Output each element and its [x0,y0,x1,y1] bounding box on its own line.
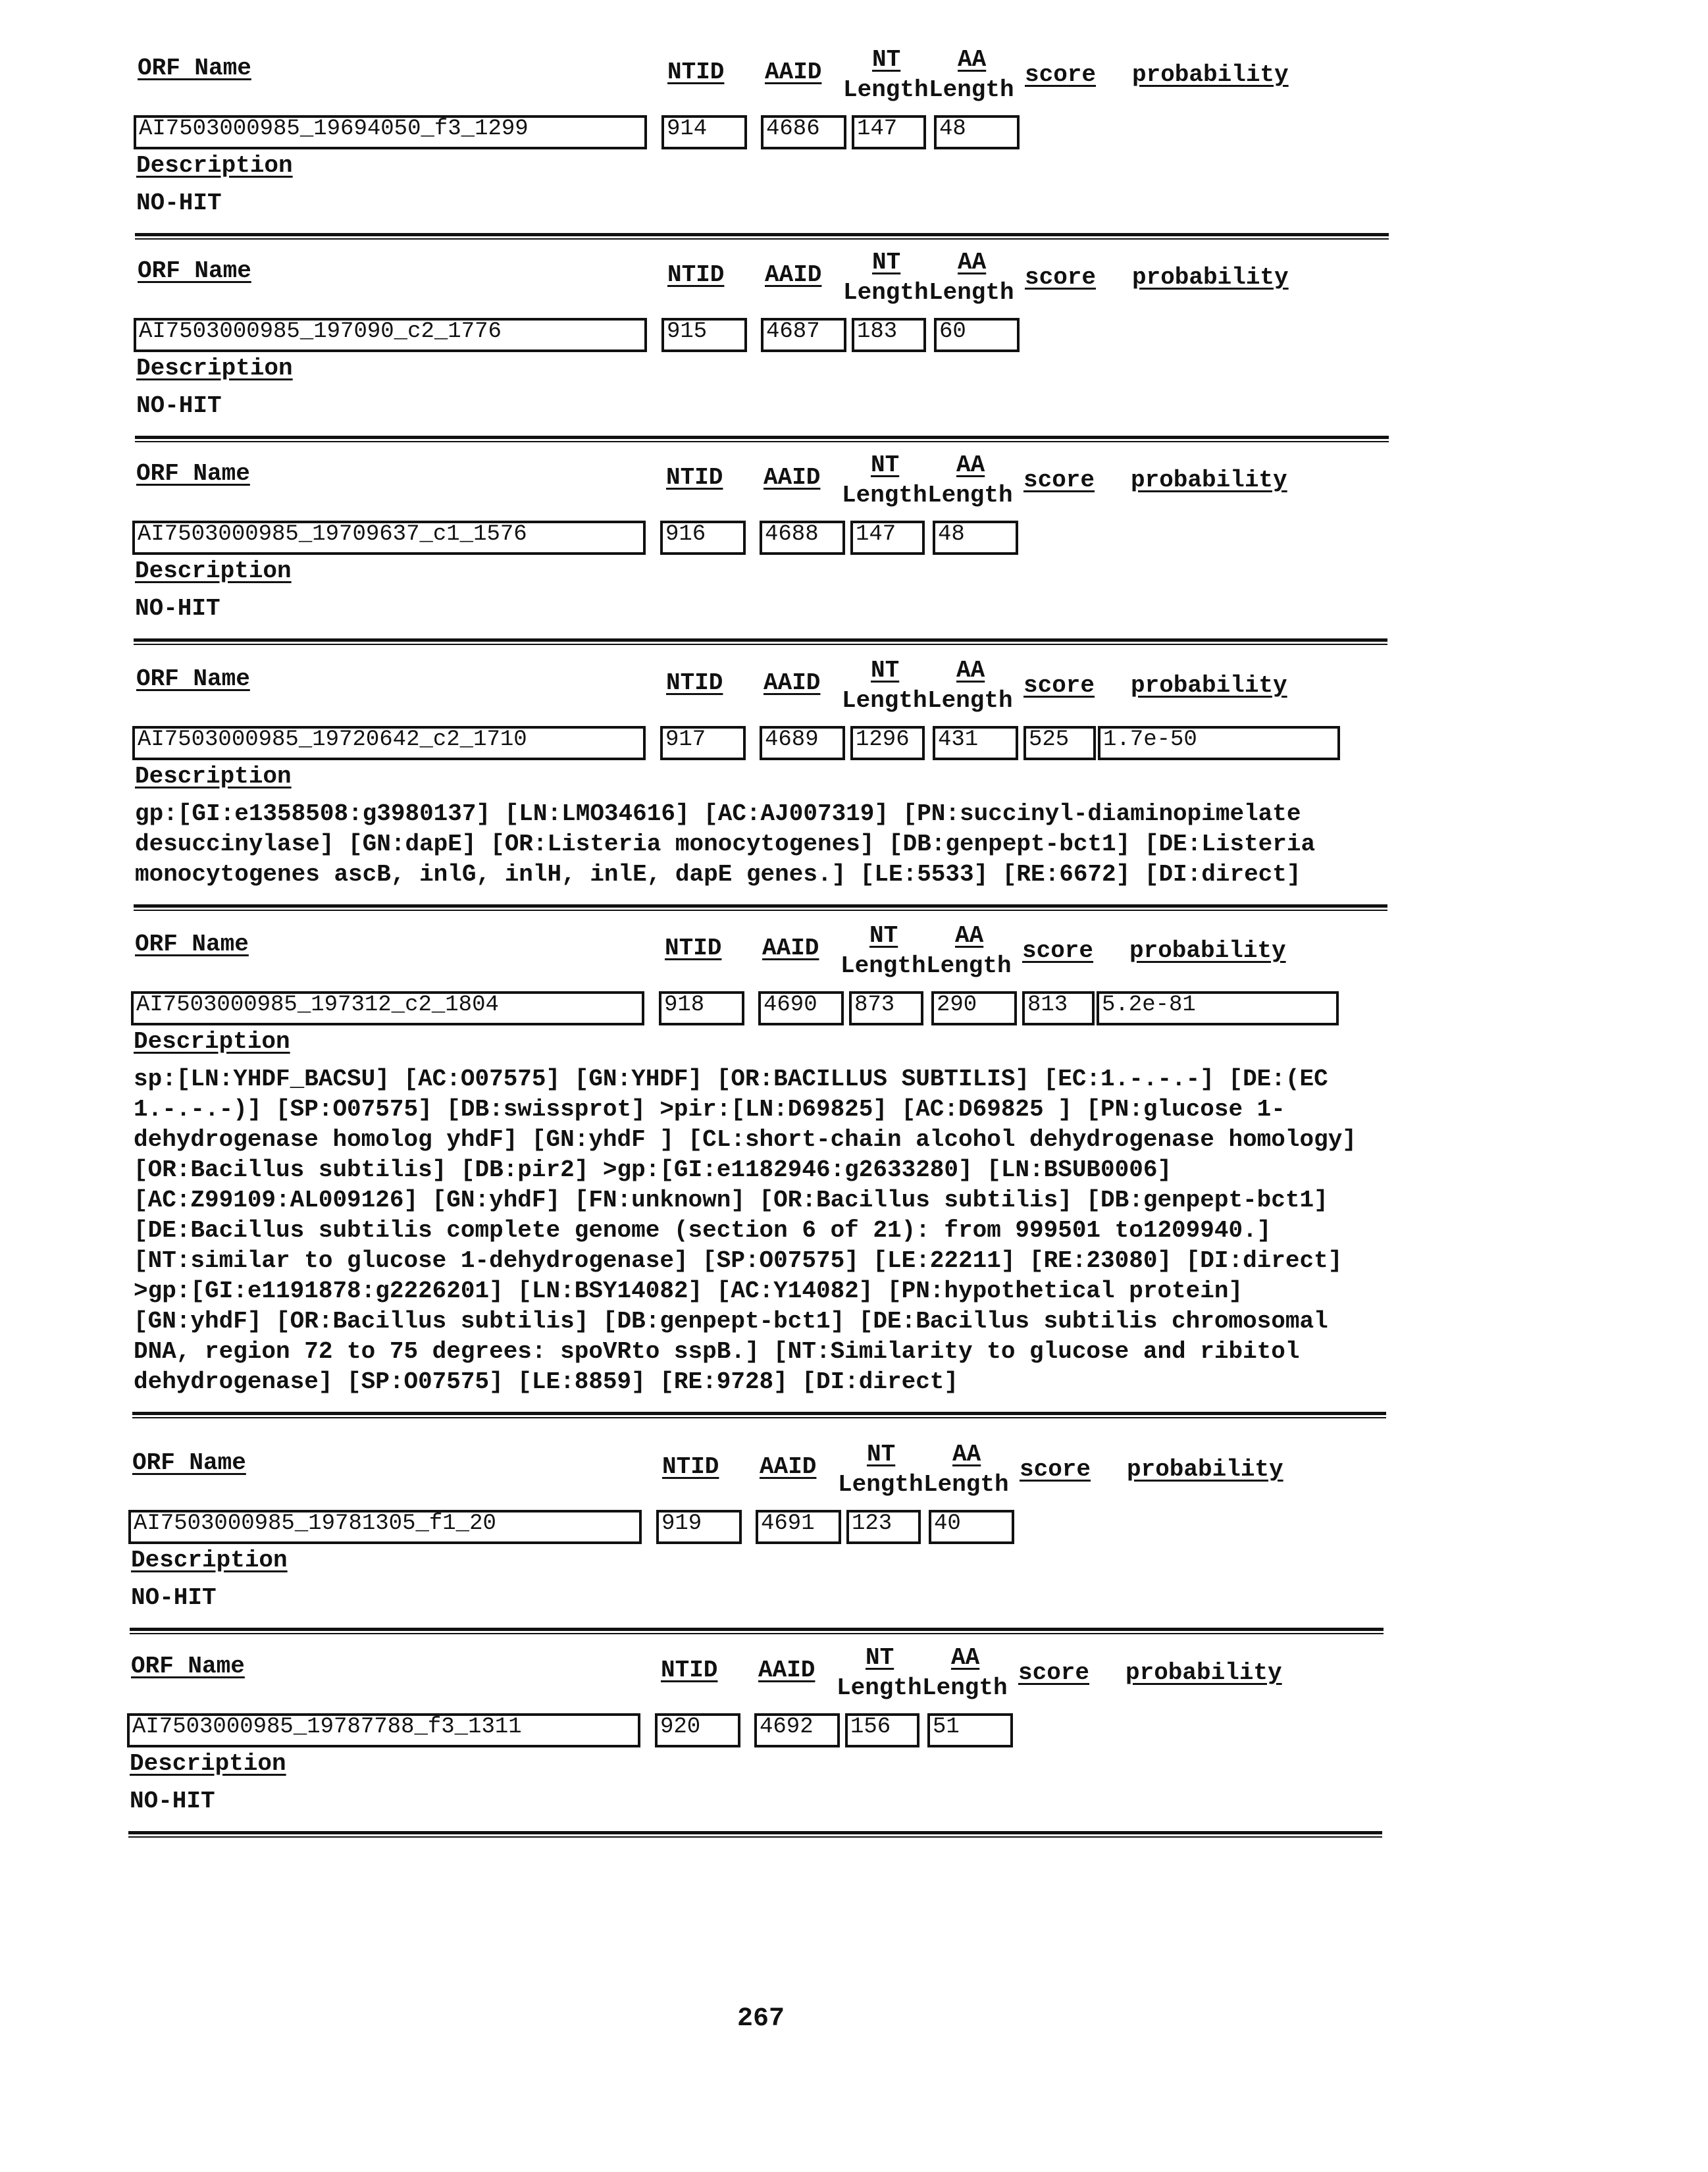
nt-length-field: 147 [850,521,925,555]
nt-length-field: 147 [852,115,926,149]
record-divider [135,233,1389,240]
aa-length-header: Length [927,482,1013,509]
aa-length-field: 290 [931,991,1017,1025]
orf-name-field: AI7503000985_197090_c2_1776 [134,318,647,352]
nt-length-header-top: NT [867,1441,895,1468]
aa-length-field: 48 [933,521,1018,555]
description-section [130,1751,1380,1838]
ntid-field: 918 [659,991,744,1025]
probability-header: probability [1126,1660,1282,1686]
aa-length-header-top: AA [956,658,985,684]
aa-length-header: Length [927,688,1013,714]
nt-length-header: Length [838,1472,923,1498]
description-label: Description [131,1547,1382,1574]
aa-length-header-top: AA [958,47,986,73]
probability-header: probability [1131,673,1287,699]
aaid-field: 4689 [760,726,845,760]
probability-header: probability [1132,62,1289,88]
probability-header: probability [1131,467,1287,494]
orf-name-field: AI7503000985_19781305_f1_20 [128,1510,642,1544]
nt-length-header-top: NT [872,47,900,73]
aaid-field: 4690 [758,991,844,1025]
ntid-header: NTID [665,935,721,962]
aa-length-header: Length [929,280,1014,306]
ntid-field: 920 [655,1713,740,1747]
probability-field: 1.7e-50 [1098,726,1340,760]
description-text: NO-HIT [131,1583,1382,1613]
nt-length-header-top: NT [871,658,899,684]
aa-length-header: Length [929,77,1014,103]
description-label: Description [130,1751,1380,1777]
record-divider [132,1412,1386,1418]
description-text: NO-HIT [135,594,1385,624]
description-section [136,153,1387,240]
record-divider [134,904,1387,911]
score-header: score [1025,62,1096,88]
aaid-header: AAID [762,935,819,962]
record-divider [128,1831,1382,1838]
aa-length-field: 51 [927,1713,1013,1747]
orf-name-field: AI7503000985_19720642_c2_1710 [132,726,646,760]
orf-name-header: ORF Name [136,461,250,487]
nt-length-header-top: NT [871,452,899,478]
aaid-field: 4687 [761,318,846,352]
aa-length-header-top: AA [952,1441,981,1468]
description-section [135,558,1385,645]
description-text: NO-HIT [136,391,1387,421]
aaid-field: 4691 [756,1510,841,1544]
record-divider [135,436,1389,442]
nt-length-header-top: NT [869,923,898,949]
aa-length-header: Length [926,953,1012,979]
aa-length-header: Length [922,1675,1008,1701]
orf-name-field: AI7503000985_19709637_c1_1576 [132,521,646,555]
orf-name-field: AI7503000985_197312_c2_1804 [131,991,644,1025]
description-label: Description [136,355,1387,382]
aaid-header: AAID [765,262,821,288]
orf-name-header: ORF Name [138,55,251,82]
nt-length-field: 873 [849,991,923,1025]
nt-length-header: Length [842,688,927,714]
page-number: 267 [737,2004,785,2034]
ntid-header: NTID [667,59,724,86]
nt-length-header: Length [841,953,926,979]
nt-length-field: 1296 [850,726,925,760]
score-header: score [1020,1457,1091,1483]
orf-name-field: AI7503000985_19787788_f3_1311 [127,1713,640,1747]
aa-length-header: Length [923,1472,1009,1498]
description-section [136,355,1387,442]
probability-header: probability [1129,938,1286,964]
aa-length-field: 431 [933,726,1018,760]
score-header: score [1023,467,1095,494]
description-section [134,1029,1384,1418]
orf-name-header: ORF Name [131,1653,245,1680]
nt-length-header: Length [837,1675,922,1701]
ntid-field: 915 [661,318,747,352]
orf-name-field: AI7503000985_19694050_f3_1299 [134,115,647,149]
aaid-header: AAID [765,59,821,86]
aa-length-header-top: AA [958,249,986,276]
description-label: Description [136,153,1387,179]
record-divider [134,638,1387,645]
nt-length-field: 183 [852,318,926,352]
nt-length-field: 123 [846,1510,921,1544]
score-header: score [1018,1660,1089,1686]
score-field: 525 [1023,726,1096,760]
nt-length-header: Length [843,280,929,306]
score-header: score [1023,673,1095,699]
record-divider [130,1628,1384,1634]
probability-header: probability [1127,1457,1283,1483]
nt-length-header-top: NT [866,1645,894,1671]
aaid-header: AAID [763,465,820,491]
description-label: Description [134,1029,1384,1055]
orf-name-header: ORF Name [132,1450,246,1476]
aa-length-field: 48 [934,115,1020,149]
orf-name-header: ORF Name [136,666,250,692]
aaid-field: 4688 [760,521,845,555]
ntid-field: 919 [656,1510,742,1544]
score-header: score [1022,938,1093,964]
aaid-field: 4686 [761,115,846,149]
aa-length-field: 60 [934,318,1020,352]
description-text: sp:[LN:YHDF_BACSU] [AC:O07575] [GN:YHDF] [OR:BACILLUS SUBTILIS] [EC:1.-.-.-] [DE:(EC 1.-.-.-)] [SP:O07575] [DB:swissprot] >pir:[LN:D69825] [AC:D69825 ] [PN:glucose 1-dehydrogenase homolog yhdF] [GN:yhdF ] [CL:short-chain alcohol dehydrogenase homology] [OR:Bacillus subtilis] [DB:pir2] >gp:[GI:e1182946:g2633280] [LN:BSUB0006] [AC:Z99109:AL009126] [GN:yhdF] [FN:unknown] [OR:Bacillus subtilis] [DB:genpept-bct1] [DE:Bacillus subtilis complete genome (section 6 of 21): from 999501 to1209940.] [NT:similar to glucose 1-dehydrogenase] [SP:O07575] [LE:22211] [RE:23080] [DI:direct] >gp:[GI:e1191878:g2226201] [LN:BSY14082] [AC:Y14082] [PN:hypothetical protein] [GN:yhdF] [OR:Bacillus subtilis] [DB:genpept-bct1] [DE:Bacillus subtilis chromosomal DNA, region 72 to 75 degrees: spoVRto sspB.] [NT:Similarity to glucose and ribitol dehydrogenase] [SP:O07575] [LE:8859] [RE:9728] [DI:direct] [134,1064,1384,1397]
ntid-header: NTID [667,262,724,288]
description-text: gp:[GI:e1358508:g3980137] [LN:LMO34616] [AC:AJ007319] [PN:succinyl-diaminopimelate desuccinylase] [GN:dapE] [OR:Listeria monocytogenes] [DB:genpept-bct1] [DE:Listeria monocytogenes ascB, inlG, inlH, inlE, dapE genes.] [LE:5533] [RE:6672] [DI:direct] [135,799,1385,890]
probability-header: probability [1132,265,1289,291]
ntid-header: NTID [666,670,723,696]
ntid-header: NTID [662,1454,719,1480]
aa-length-header-top: AA [956,452,985,478]
description-text: NO-HIT [136,188,1387,219]
orf-name-header: ORF Name [138,258,251,284]
orf-name-header: ORF Name [135,931,249,958]
aaid-header: AAID [758,1657,815,1684]
aaid-header: AAID [763,670,820,696]
description-section [131,1547,1382,1634]
nt-length-header-top: NT [872,249,900,276]
ntid-field: 914 [661,115,747,149]
score-header: score [1025,265,1096,291]
description-text: NO-HIT [130,1786,1380,1817]
aa-length-field: 40 [929,1510,1014,1544]
ntid-field: 917 [660,726,746,760]
ntid-header: NTID [661,1657,717,1684]
description-label: Description [135,763,1385,790]
ntid-header: NTID [666,465,723,491]
nt-length-header: Length [842,482,927,509]
ntid-field: 916 [660,521,746,555]
probability-field: 5.2e-81 [1097,991,1339,1025]
score-field: 813 [1022,991,1095,1025]
aa-length-header-top: AA [951,1645,979,1671]
aaid-header: AAID [760,1454,816,1480]
aa-length-header-top: AA [955,923,983,949]
nt-length-header: Length [843,77,929,103]
description-label: Description [135,558,1385,584]
aaid-field: 4692 [754,1713,840,1747]
description-section [135,763,1385,911]
nt-length-field: 156 [845,1713,919,1747]
